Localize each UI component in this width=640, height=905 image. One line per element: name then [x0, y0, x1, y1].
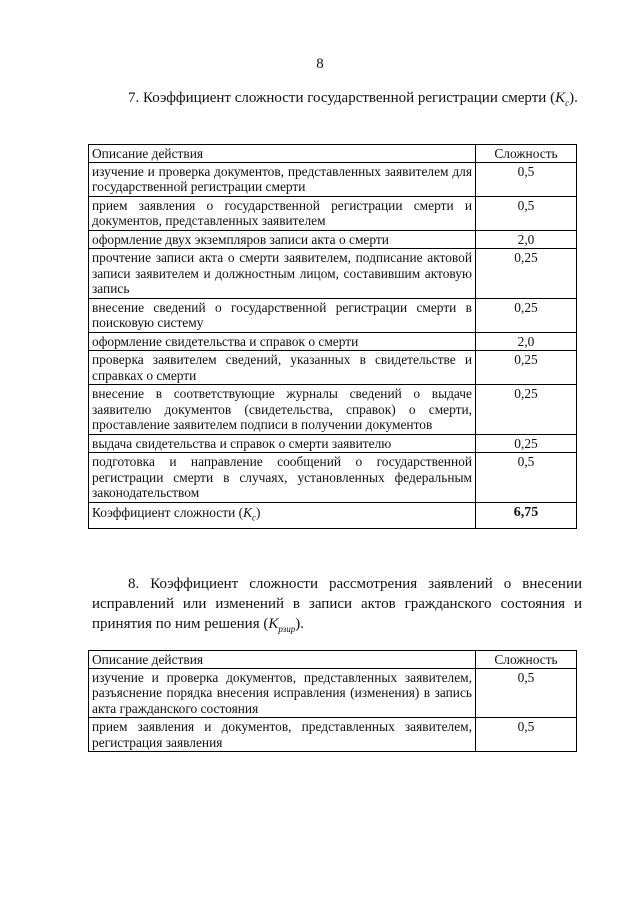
header-description: Описание действия: [89, 145, 476, 163]
table-row: [89, 162, 577, 196]
table-row: [89, 332, 577, 351]
row-value: 0,25: [476, 385, 577, 435]
row-value: 0,5: [476, 162, 577, 196]
total-symbol: $K_c$: [243, 504, 257, 523]
section-8-heading: 8. Коэффициент сложности рассмотрения заявлений о внесении исправлений или изменений в записи актов гражданского состояния и принятия по ним решения $(K_{рзир})$.: [92, 576, 582, 634]
total-value: 6,75: [476, 502, 577, 528]
row-value: 0,25: [476, 434, 577, 453]
row-description: изучение и проверка документов, представленных заявителем для государственной регистрации смерти: [89, 162, 476, 196]
table-header-row: [89, 145, 577, 163]
section-7-symbol: $K_c$: [555, 90, 570, 108]
section-8-heading-text: 8. Коэффициент сложности рассмотрения заявлений о внесении исправлений или изменений в записи актов гражданского состояния и принятия по ним решения: [92, 576, 582, 632]
row-value: 2,0: [476, 230, 577, 249]
row-value: 0,5: [476, 453, 577, 503]
section-7-heading: 7. Коэффициент сложности государственной регистрации смерти $(K_c)$.: [128, 90, 578, 108]
table-row: [89, 453, 577, 503]
section-8-table: [88, 650, 577, 752]
header-description: Описание действия: [89, 651, 476, 669]
table-row: [89, 668, 577, 718]
section-7-heading-text: 7. Коэффициент сложности государственной регистрации смерти: [128, 90, 547, 106]
row-description: внесение в соответствующие журналы сведений о выдаче заявителю документов (свидетельства, справок) о смерти, проставление заявителем подписи в получении документов: [89, 385, 476, 435]
table-header-row: [89, 651, 577, 669]
table-row: [89, 351, 577, 385]
header-complexity: Сложность: [476, 651, 577, 669]
row-description: внесение сведений о государственной регистрации смерти в поисковую систему: [89, 298, 476, 332]
section-7-table: [88, 144, 577, 529]
row-description: проверка заявителем сведений, указанных в свидетельстве и справках о смерти: [89, 351, 476, 385]
row-description: прием заявления о государственной регистрации смерти и документов, представленных заявителем: [89, 196, 476, 230]
header-complexity: Сложность: [476, 145, 577, 163]
table-row: [89, 196, 577, 230]
section-8-symbol: $K_{рзир}$: [268, 616, 296, 634]
row-description: оформление двух экземпляров записи акта о смерти: [89, 230, 476, 249]
row-value: 0,25: [476, 351, 577, 385]
row-description: прием заявления и документов, представленных заявителем, регистрация заявления: [89, 718, 476, 752]
row-description: изучение и проверка документов, представленных заявителем, разъяснение порядка внесения исправления (изменения) в запись акта гражданского состояния: [89, 668, 476, 718]
row-description: оформление свидетельства и справок о смерти: [89, 332, 476, 351]
table-row: [89, 718, 577, 752]
row-value: 0,25: [476, 249, 577, 299]
row-value: 0,5: [476, 196, 577, 230]
row-value: 0,25: [476, 298, 577, 332]
row-value: 2,0: [476, 332, 577, 351]
row-value: 0,5: [476, 668, 577, 718]
table-row: [89, 298, 577, 332]
table-row: [89, 249, 577, 299]
table-row: [89, 385, 577, 435]
table-row: [89, 230, 577, 249]
total-label: Коэффициент сложности $(K_c)$: [89, 502, 476, 528]
table-total-row: [89, 502, 577, 528]
row-description: прочтение записи акта о смерти заявителем, подписание актовой записи заявителем и должностным лицом, составившим актовую запись: [89, 249, 476, 299]
page-number: 8: [316, 56, 324, 72]
table-row: [89, 434, 577, 453]
row-description: подготовка и направление сообщений о государственной регистрации смерти в случаях, установленных федеральным законодательством: [89, 453, 476, 503]
row-description: выдача свидетельства и справок о смерти заявителю: [89, 434, 476, 453]
row-value: 0,5: [476, 718, 577, 752]
